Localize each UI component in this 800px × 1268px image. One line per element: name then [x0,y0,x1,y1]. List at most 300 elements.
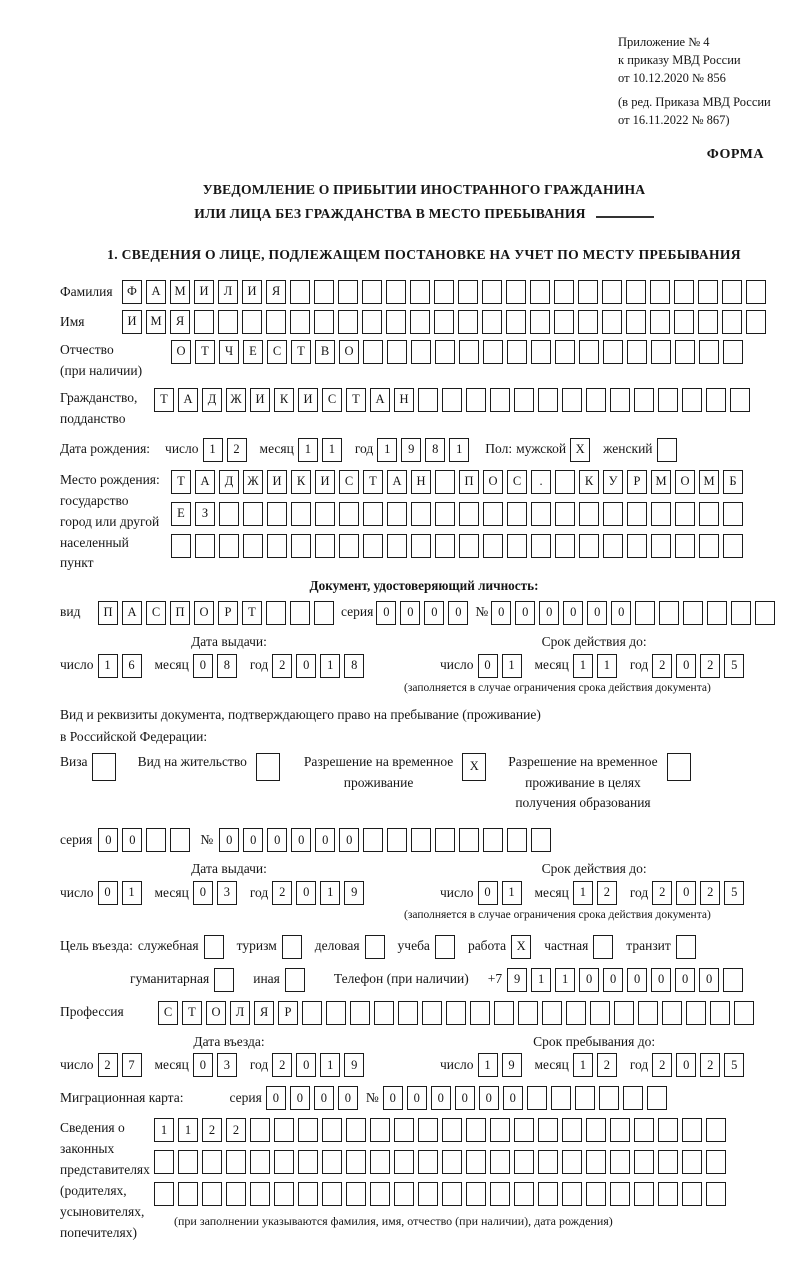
filled-cell-box[interactable]: Т [291,340,311,364]
filled-cell-box[interactable]: 2 [597,1053,617,1077]
filled-cell-box[interactable]: 0 [296,654,316,678]
empty-cell-box[interactable] [435,828,455,852]
empty-cell-box[interactable] [627,534,647,558]
empty-cell-box[interactable] [706,1150,726,1174]
identity-issue-day-cells[interactable] [98,654,146,678]
filled-cell-box[interactable]: Н [394,388,414,412]
empty-cell-box[interactable] [315,534,335,558]
empty-cell-box[interactable] [658,1150,678,1174]
empty-cell-box[interactable] [686,1001,706,1025]
empty-cell-box[interactable] [542,1001,562,1025]
filled-cell-box[interactable]: У [603,470,623,494]
filled-cell-box[interactable]: 2 [700,881,720,905]
empty-cell-box[interactable] [290,601,310,625]
entry-day-cells[interactable] [98,1053,146,1077]
filled-cell-box[interactable]: 0 [400,601,420,625]
filled-cell-box[interactable]: 1 [573,1053,593,1077]
filled-cell-box[interactable]: 0 [219,828,239,852]
filled-cell-box[interactable]: Ж [243,470,263,494]
empty-cell-box[interactable] [723,502,743,526]
filled-cell-box[interactable]: А [178,388,198,412]
filled-cell-box[interactable]: 1 [320,1053,340,1077]
empty-cell-box[interactable] [274,1118,294,1142]
empty-cell-box[interactable] [290,310,310,334]
filled-cell-box[interactable]: П [459,470,479,494]
filled-cell-box[interactable]: 2 [272,654,292,678]
empty-cell-box[interactable] [723,340,743,364]
empty-cell-box[interactable] [602,310,622,334]
residence-issue-year-cells[interactable] [272,881,368,905]
empty-cell-box[interactable] [638,1001,658,1025]
empty-cell-box[interactable] [593,935,613,959]
empty-cell-box[interactable] [634,388,654,412]
empty-cell-box[interactable] [562,388,582,412]
filled-cell-box[interactable]: 0 [587,601,607,625]
filled-cell-box[interactable]: Д [219,470,239,494]
empty-cell-box[interactable] [483,502,503,526]
empty-cell-box[interactable] [386,280,406,304]
residence-valid-month-cells[interactable] [573,881,621,905]
empty-cell-box[interactable] [662,1001,682,1025]
empty-cell-box[interactable] [267,502,287,526]
filled-cell-box[interactable]: 0 [383,1086,403,1110]
empty-cell-box[interactable] [599,1086,619,1110]
filled-cell-box[interactable]: А [370,388,390,412]
filled-cell-box[interactable]: 0 [267,828,287,852]
filled-cell-box[interactable]: Т [171,470,191,494]
filled-cell-box[interactable]: Б [723,470,743,494]
filled-cell-box[interactable]: 0 [296,881,316,905]
empty-cell-box[interactable] [658,1118,678,1142]
filled-cell-box[interactable]: И [242,280,262,304]
empty-cell-box[interactable] [411,534,431,558]
filled-cell-box[interactable]: Ч [219,340,239,364]
empty-cell-box[interactable] [734,1001,754,1025]
empty-cell-box[interactable] [586,1182,606,1206]
empty-cell-box[interactable] [562,1118,582,1142]
empty-cell-box[interactable] [590,1001,610,1025]
profession-cells[interactable] [158,1001,758,1025]
empty-cell-box[interactable] [226,1182,246,1206]
filled-cell-box[interactable]: 1 [573,654,593,678]
filled-cell-box[interactable]: 0 [296,1053,316,1077]
empty-cell-box[interactable] [243,534,263,558]
filled-cell-box[interactable]: И [194,280,214,304]
filled-cell-box[interactable]: С [507,470,527,494]
filled-cell-box[interactable]: 1 [531,968,551,992]
filled-cell-box[interactable]: 0 [515,601,535,625]
representatives-row3-cells[interactable] [154,1182,730,1206]
empty-cell-box[interactable] [538,1182,558,1206]
identity-kind-cells[interactable] [98,601,338,625]
filled-cell-box[interactable]: 2 [202,1118,222,1142]
stay-month-cells[interactable] [573,1053,621,1077]
empty-cell-box[interactable] [674,310,694,334]
empty-cell-box[interactable] [458,310,478,334]
empty-cell-box[interactable] [178,1150,198,1174]
empty-cell-box[interactable] [579,534,599,558]
empty-cell-box[interactable] [676,935,696,959]
filled-cell-box[interactable]: О [171,340,191,364]
empty-cell-box[interactable] [538,1150,558,1174]
filled-cell-box[interactable]: 0 [611,601,631,625]
filled-cell-box[interactable]: 2 [597,881,617,905]
empty-cell-box[interactable] [626,310,646,334]
birth-year-cells[interactable] [377,438,473,462]
empty-cell-box[interactable] [418,1118,438,1142]
identity-series-cells[interactable] [376,601,472,625]
empty-cell-box[interactable] [442,1118,462,1142]
empty-cell-box[interactable] [250,1150,270,1174]
empty-cell-box[interactable] [722,310,742,334]
empty-cell-box[interactable] [710,1001,730,1025]
filled-cell-box[interactable]: С [158,1001,178,1025]
empty-cell-box[interactable] [435,340,455,364]
representatives-row1-cells[interactable] [154,1118,730,1142]
migration-series-cells[interactable] [266,1086,362,1110]
filled-cell-box[interactable]: М [699,470,719,494]
empty-cell-box[interactable] [634,1182,654,1206]
filled-cell-box[interactable]: 0 [193,1053,213,1077]
filled-cell-box[interactable]: И [122,310,142,334]
filled-cell-box[interactable]: Л [230,1001,250,1025]
empty-cell-box[interactable] [626,280,646,304]
temp-residence-edu-checkbox[interactable] [667,753,695,781]
empty-cell-box[interactable] [554,280,574,304]
empty-cell-box[interactable] [266,601,286,625]
empty-cell-box[interactable] [730,388,750,412]
filled-cell-box[interactable]: 3 [217,881,237,905]
filled-cell-box[interactable]: 5 [724,1053,744,1077]
filled-cell-box[interactable]: 1 [377,438,397,462]
empty-cell-box[interactable] [326,1001,346,1025]
filled-cell-box[interactable]: Е [171,502,191,526]
filled-cell-box[interactable]: 1 [502,881,522,905]
empty-cell-box[interactable] [490,1150,510,1174]
empty-cell-box[interactable] [346,1150,366,1174]
filled-cell-box[interactable]: Я [266,280,286,304]
filled-cell-box[interactable]: 2 [227,438,247,462]
empty-cell-box[interactable] [291,534,311,558]
empty-cell-box[interactable] [755,601,775,625]
empty-cell-box[interactable] [562,1182,582,1206]
empty-cell-box[interactable] [194,310,214,334]
empty-cell-box[interactable] [650,310,670,334]
identity-issue-month-cells[interactable] [193,654,241,678]
empty-cell-box[interactable] [683,601,703,625]
residence-permit-checkbox[interactable] [256,753,284,781]
filled-cell-box[interactable]: С [322,388,342,412]
filled-cell-box[interactable]: Е [243,340,263,364]
purpose-tourism-checkbox[interactable] [282,935,306,959]
empty-cell-box[interactable] [350,1001,370,1025]
filled-cell-box[interactable]: . [531,470,551,494]
empty-cell-box[interactable] [531,502,551,526]
purpose-other-checkbox[interactable] [285,968,309,992]
filled-cell-box[interactable]: 9 [344,881,364,905]
filled-cell-box[interactable]: 0 [455,1086,475,1110]
empty-cell-box[interactable] [575,1086,595,1110]
residence-valid-day-cells[interactable] [478,881,526,905]
filled-cell-box[interactable]: 0 [491,601,511,625]
empty-cell-box[interactable] [218,310,238,334]
empty-cell-box[interactable] [370,1118,390,1142]
filled-cell-box[interactable]: О [483,470,503,494]
empty-cell-box[interactable] [314,601,334,625]
filled-cell-box[interactable]: 0 [478,881,498,905]
filled-cell-box[interactable]: М [146,310,166,334]
empty-cell-box[interactable] [723,968,743,992]
empty-cell-box[interactable] [531,534,551,558]
filled-cell-box[interactable]: 8 [217,654,237,678]
filled-cell-box[interactable]: 0 [291,828,311,852]
filled-cell-box[interactable]: Р [627,470,647,494]
filled-cell-box[interactable]: К [274,388,294,412]
empty-cell-box[interactable] [435,935,455,959]
filled-cell-box[interactable]: 3 [217,1053,237,1077]
filled-cell-box[interactable]: Т [363,470,383,494]
filled-cell-box[interactable]: X [462,753,486,781]
filled-cell-box[interactable]: С [339,470,359,494]
empty-cell-box[interactable] [282,935,302,959]
empty-cell-box[interactable] [657,438,677,462]
empty-cell-box[interactable] [435,534,455,558]
empty-cell-box[interactable] [530,280,550,304]
empty-cell-box[interactable] [470,1001,490,1025]
entry-year-cells[interactable] [272,1053,368,1077]
empty-cell-box[interactable] [706,1118,726,1142]
filled-cell-box[interactable]: К [291,470,311,494]
empty-cell-box[interactable] [555,470,575,494]
empty-cell-box[interactable] [698,280,718,304]
empty-cell-box[interactable] [459,828,479,852]
empty-cell-box[interactable] [322,1182,342,1206]
empty-cell-box[interactable] [291,502,311,526]
filled-cell-box[interactable]: 1 [449,438,469,462]
filled-cell-box[interactable]: 0 [407,1086,427,1110]
empty-cell-box[interactable] [722,280,742,304]
empty-cell-box[interactable] [586,1118,606,1142]
empty-cell-box[interactable] [530,310,550,334]
empty-cell-box[interactable] [410,310,430,334]
empty-cell-box[interactable] [250,1182,270,1206]
identity-valid-year-cells[interactable] [652,654,748,678]
filled-cell-box[interactable]: 1 [478,1053,498,1077]
empty-cell-box[interactable] [674,280,694,304]
filled-cell-box[interactable]: 2 [272,881,292,905]
empty-cell-box[interactable] [586,388,606,412]
empty-cell-box[interactable] [363,534,383,558]
empty-cell-box[interactable] [322,1118,342,1142]
filled-cell-box[interactable]: 0 [314,1086,334,1110]
empty-cell-box[interactable] [418,388,438,412]
residence-issue-day-cells[interactable] [98,881,146,905]
empty-cell-box[interactable] [387,534,407,558]
filled-cell-box[interactable]: 9 [507,968,527,992]
empty-cell-box[interactable] [538,388,558,412]
phone-cells[interactable] [507,968,747,992]
empty-cell-box[interactable] [394,1150,414,1174]
filled-cell-box[interactable]: 5 [724,654,744,678]
empty-cell-box[interactable] [446,1001,466,1025]
empty-cell-box[interactable] [298,1150,318,1174]
empty-cell-box[interactable] [527,1086,547,1110]
empty-cell-box[interactable] [610,388,630,412]
filled-cell-box[interactable]: 0 [699,968,719,992]
empty-cell-box[interactable] [514,1150,534,1174]
empty-cell-box[interactable] [518,1001,538,1025]
empty-cell-box[interactable] [483,534,503,558]
filled-cell-box[interactable]: О [675,470,695,494]
empty-cell-box[interactable] [322,1150,342,1174]
filled-cell-box[interactable]: X [511,935,531,959]
purpose-work-checkbox[interactable] [511,935,535,959]
empty-cell-box[interactable] [290,280,310,304]
filled-cell-box[interactable]: М [651,470,671,494]
empty-cell-box[interactable] [346,1182,366,1206]
empty-cell-box[interactable] [178,1182,198,1206]
empty-cell-box[interactable] [562,1150,582,1174]
empty-cell-box[interactable] [731,601,751,625]
empty-cell-box[interactable] [339,502,359,526]
filled-cell-box[interactable]: 0 [431,1086,451,1110]
empty-cell-box[interactable] [514,1118,534,1142]
empty-cell-box[interactable] [346,1118,366,1142]
filled-cell-box[interactable]: 1 [298,438,318,462]
empty-cell-box[interactable] [387,502,407,526]
residence-issue-month-cells[interactable] [193,881,241,905]
filled-cell-box[interactable]: О [194,601,214,625]
empty-cell-box[interactable] [699,534,719,558]
identity-issue-year-cells[interactable] [272,654,368,678]
empty-cell-box[interactable] [555,534,575,558]
filled-cell-box[interactable]: 2 [98,1053,118,1077]
empty-cell-box[interactable] [658,388,678,412]
empty-cell-box[interactable] [362,280,382,304]
sex-male-checkbox[interactable] [570,438,594,462]
filled-cell-box[interactable]: 2 [652,654,672,678]
empty-cell-box[interactable] [507,828,527,852]
empty-cell-box[interactable] [154,1150,174,1174]
empty-cell-box[interactable] [435,502,455,526]
empty-cell-box[interactable] [675,534,695,558]
filled-cell-box[interactable]: 0 [98,828,118,852]
empty-cell-box[interactable] [610,1150,630,1174]
empty-cell-box[interactable] [338,280,358,304]
empty-cell-box[interactable] [243,502,263,526]
filled-cell-box[interactable]: Р [278,1001,298,1025]
empty-cell-box[interactable] [256,753,280,781]
purpose-transit-checkbox[interactable] [676,935,700,959]
empty-cell-box[interactable] [610,1182,630,1206]
empty-cell-box[interactable] [658,1182,678,1206]
empty-cell-box[interactable] [204,935,224,959]
filled-cell-box[interactable]: 0 [676,654,696,678]
filled-cell-box[interactable]: П [98,601,118,625]
filled-cell-box[interactable]: 1 [555,968,575,992]
identity-number-cells[interactable] [491,601,779,625]
filled-cell-box[interactable]: С [267,340,287,364]
empty-cell-box[interactable] [706,1182,726,1206]
empty-cell-box[interactable] [507,534,527,558]
empty-cell-box[interactable] [363,502,383,526]
empty-cell-box[interactable] [579,502,599,526]
residence-number-cells[interactable] [219,828,555,852]
filled-cell-box[interactable]: 2 [700,1053,720,1077]
empty-cell-box[interactable] [370,1150,390,1174]
birth-month-cells[interactable] [298,438,346,462]
empty-cell-box[interactable] [171,534,191,558]
empty-cell-box[interactable] [459,502,479,526]
filled-cell-box[interactable]: М [170,280,190,304]
empty-cell-box[interactable] [623,1086,643,1110]
filled-cell-box[interactable]: Я [254,1001,274,1025]
empty-cell-box[interactable] [315,502,335,526]
empty-cell-box[interactable] [578,310,598,334]
empty-cell-box[interactable] [418,1150,438,1174]
filled-cell-box[interactable]: 2 [652,881,672,905]
sex-female-checkbox[interactable] [657,438,681,462]
empty-cell-box[interactable] [442,1150,462,1174]
filled-cell-box[interactable]: О [206,1001,226,1025]
empty-cell-box[interactable] [302,1001,322,1025]
filled-cell-box[interactable]: 5 [724,881,744,905]
patronymic-cells[interactable] [171,340,747,364]
empty-cell-box[interactable] [370,1182,390,1206]
empty-cell-box[interactable] [507,340,527,364]
empty-cell-box[interactable] [214,968,234,992]
filled-cell-box[interactable]: 2 [272,1053,292,1077]
filled-cell-box[interactable]: К [579,470,599,494]
empty-cell-box[interactable] [602,280,622,304]
empty-cell-box[interactable] [746,280,766,304]
empty-cell-box[interactable] [362,310,382,334]
empty-cell-box[interactable] [490,388,510,412]
migration-number-cells[interactable] [383,1086,671,1110]
empty-cell-box[interactable] [682,1118,702,1142]
empty-cell-box[interactable] [418,1182,438,1206]
empty-cell-box[interactable] [458,280,478,304]
filled-cell-box[interactable]: С [146,601,166,625]
filled-cell-box[interactable]: 1 [122,881,142,905]
filled-cell-box[interactable]: Т [195,340,215,364]
empty-cell-box[interactable] [314,280,334,304]
empty-cell-box[interactable] [466,1118,486,1142]
empty-cell-box[interactable] [242,310,262,334]
filled-cell-box[interactable]: 0 [338,1086,358,1110]
empty-cell-box[interactable] [482,280,502,304]
empty-cell-box[interactable] [699,502,719,526]
empty-cell-box[interactable] [494,1001,514,1025]
empty-cell-box[interactable] [363,828,383,852]
empty-cell-box[interactable] [459,340,479,364]
empty-cell-box[interactable] [411,340,431,364]
filled-cell-box[interactable]: 0 [539,601,559,625]
residence-valid-year-cells[interactable] [652,881,748,905]
filled-cell-box[interactable]: 0 [676,881,696,905]
filled-cell-box[interactable]: 9 [344,1053,364,1077]
filled-cell-box[interactable]: 0 [266,1086,286,1110]
empty-cell-box[interactable] [490,1182,510,1206]
empty-cell-box[interactable] [363,340,383,364]
filled-cell-box[interactable]: 1 [203,438,223,462]
representatives-row2-cells[interactable] [154,1150,730,1174]
empty-cell-box[interactable] [551,1086,571,1110]
empty-cell-box[interactable] [647,1086,667,1110]
filled-cell-box[interactable]: 0 [603,968,623,992]
empty-cell-box[interactable] [699,340,719,364]
filled-cell-box[interactable]: 9 [401,438,421,462]
